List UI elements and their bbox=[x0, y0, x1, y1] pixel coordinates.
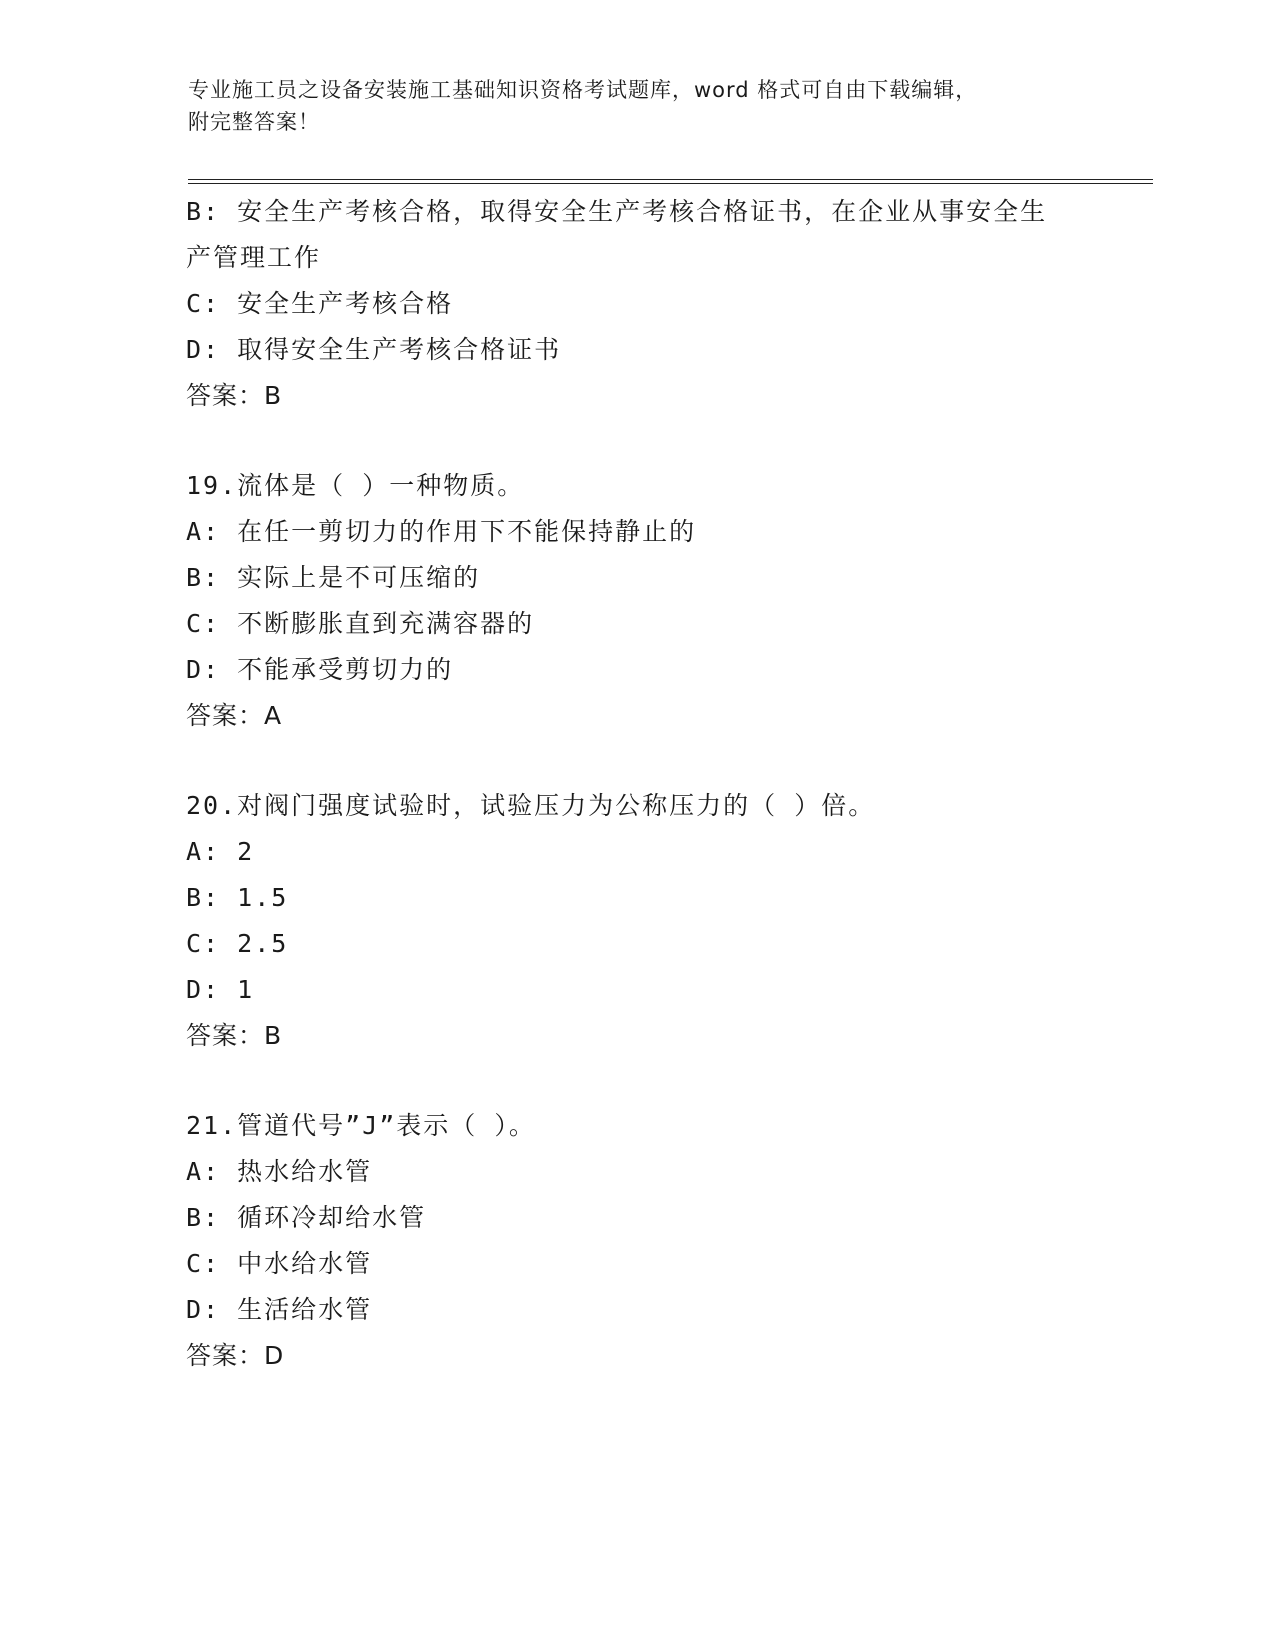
option-b: B: 实际上是不可压缩的 bbox=[186, 563, 481, 592]
option-a: A: 在任一剪切力的作用下不能保持静止的 bbox=[186, 517, 697, 546]
answer-line: 答案：B bbox=[186, 381, 283, 410]
question-text: 20.对阀门强度试验时，试验压力为公称压力的（ ）倍。 bbox=[186, 791, 876, 820]
option-b: B: 安全生产考核合格，取得安全生产考核合格证书，在企业从事安全生产管理工作 bbox=[186, 197, 1048, 272]
answer-line: 答案：D bbox=[186, 1341, 285, 1370]
question-19 bbox=[186, 463, 1086, 739]
option-c: C: 中水给水管 bbox=[186, 1249, 373, 1278]
question-list bbox=[186, 189, 1086, 1379]
question-21 bbox=[186, 1103, 1086, 1379]
option-b: B: 1.5 bbox=[186, 883, 289, 912]
header-line-2: 附完整答案！ bbox=[188, 110, 320, 134]
option-c: C: 2.5 bbox=[186, 929, 289, 958]
option-a: A: 热水给水管 bbox=[186, 1157, 373, 1186]
option-d: D: 生活给水管 bbox=[186, 1295, 373, 1324]
option-d: D: 不能承受剪切力的 bbox=[186, 655, 454, 684]
question-text: 21.管道代号”J”表示（ ）。 bbox=[186, 1111, 536, 1140]
document-header bbox=[188, 74, 1088, 138]
header-divider-bottom bbox=[188, 183, 1153, 184]
option-c: C: 安全生产考核合格 bbox=[186, 289, 454, 318]
question-18-continued bbox=[186, 189, 1086, 419]
answer-line: 答案：A bbox=[186, 701, 283, 730]
option-d: D: 1 bbox=[186, 975, 255, 1004]
option-a: A: 2 bbox=[186, 837, 255, 866]
header-line-1: 专业施工员之设备安装施工基础知识资格考试题库，word 格式可自由下载编辑， bbox=[188, 78, 978, 102]
answer-line: 答案：B bbox=[186, 1021, 283, 1050]
option-b: B: 循环冷却给水管 bbox=[186, 1203, 427, 1232]
header-divider-top bbox=[188, 179, 1153, 180]
question-20 bbox=[186, 783, 1086, 1059]
question-text: 19.流体是（ ）一种物质。 bbox=[186, 471, 525, 500]
option-d: D: 取得安全生产考核合格证书 bbox=[186, 335, 562, 364]
option-c: C: 不断膨胀直到充满容器的 bbox=[186, 609, 535, 638]
